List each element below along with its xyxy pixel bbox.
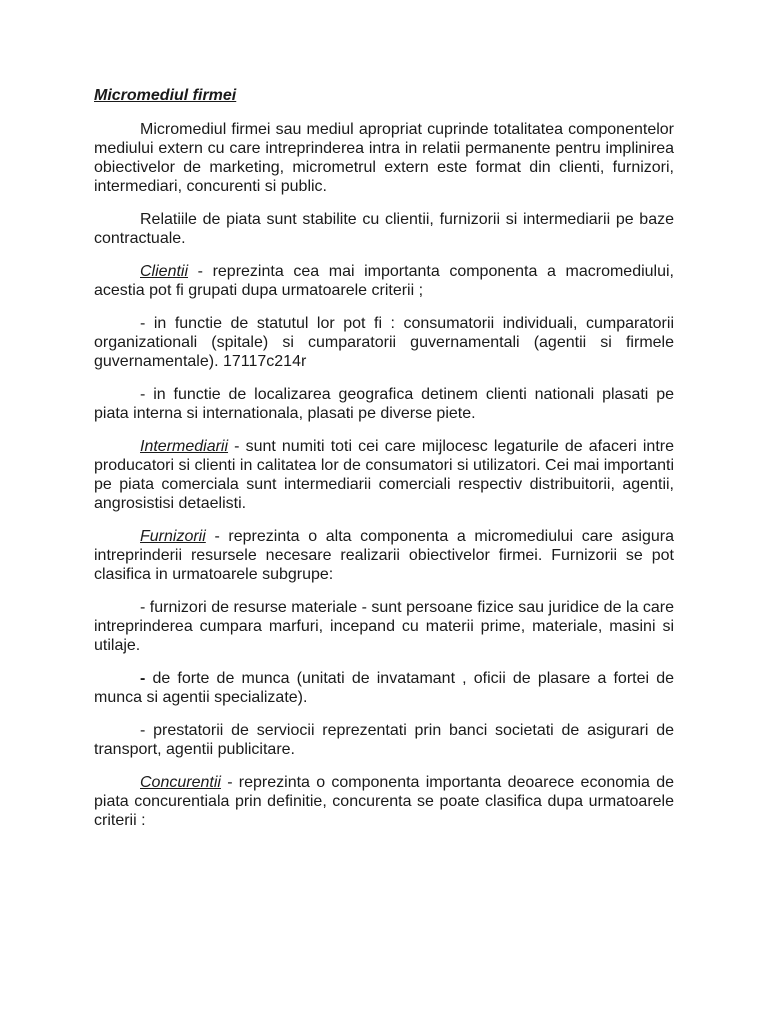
paragraph-localizare: - in functie de localizarea geografica detinem clienti nationali plasati pe piata interna si internationala, plasati pe diverse piete. (94, 386, 674, 422)
term-intermediarii: Intermediarii (140, 438, 229, 455)
paragraph-intro: Micromediul firmei sau mediul apropriat cuprinde totalitatea componentelor mediului extern cu care intreprinderea intra in relatii permanente pentru implinirea obiectivelor de marketing, micrometrul extern este format din clienti, furnizori, intermediari, concurenti si public. (94, 121, 674, 195)
document-page (94, 86, 674, 844)
paragraph-prestatori: - prestatorii de serviocii reprezentati prin banci societati de asigurari de transport, agentii publicitare. (94, 722, 674, 758)
furnizorii-text: - reprezinta o alta componenta a micromediului care asigura intreprinderii resursele necesare realizarii obiectivelor firmei. Furnizorii se pot clasifica in urmatoarele subgrupe: (94, 528, 674, 583)
paragraph-clienti (94, 262, 674, 300)
paragraph-furnizorii (94, 527, 674, 584)
term-furnizorii: Furnizorii (140, 528, 206, 545)
paragraph-forte-munca (94, 669, 674, 707)
intermediarii-text: - sunt numiti toti cei care mijlocesc legaturile de afaceri intre producatori si clienti in calitatea lor de consumatori si utilizatori. Cei mai importanti pe piata comerciala sunt intermediarii comerciali respectiv distribuitorii, agentii, angrosistisi detaelisti. (94, 438, 674, 512)
term-concurentii: Concurentii (140, 774, 221, 791)
paragraph-relatii: Relatiile de piata sunt stabilite cu clientii, furnizorii si intermediarii pe baze contractuale. (94, 211, 674, 247)
paragraph-statut: - in functie de statutul lor pot fi : consumatorii individuali, cumparatorii organizationali (spitale) si cumparatorii guvernamentali (agentii si firmele guvernamentale). 17117c214r (94, 315, 674, 370)
bold-dash: - (140, 670, 146, 687)
document-title: Micromediul firmei (94, 87, 237, 104)
clienti-text: - reprezinta cea mai importanta componenta a macromediului, acestia pot fi grupati dupa urmatoarele criterii ; (94, 263, 674, 299)
term-clienti: Clientii (140, 263, 189, 280)
concurentii-text: - reprezinta o componenta importanta deoarece economia de piata concurentiala prin definitie, concurenta se poate clasifica dupa urmatoarele criterii : (94, 774, 674, 829)
paragraph-concurentii (94, 773, 674, 830)
paragraph-intermediarii (94, 437, 674, 513)
forte-munca-text: de forte de munca (unitati de invatamant , oficii de plasare a fortei de munca si agentii specializate). (94, 670, 674, 706)
paragraph-resurse-materiale: - furnizori de resurse materiale - sunt persoane fizice sau juridice de la care intreprinderea cumpara marfuri, incepand cu materii prime, materiale, masini si utilaje. (94, 599, 674, 654)
